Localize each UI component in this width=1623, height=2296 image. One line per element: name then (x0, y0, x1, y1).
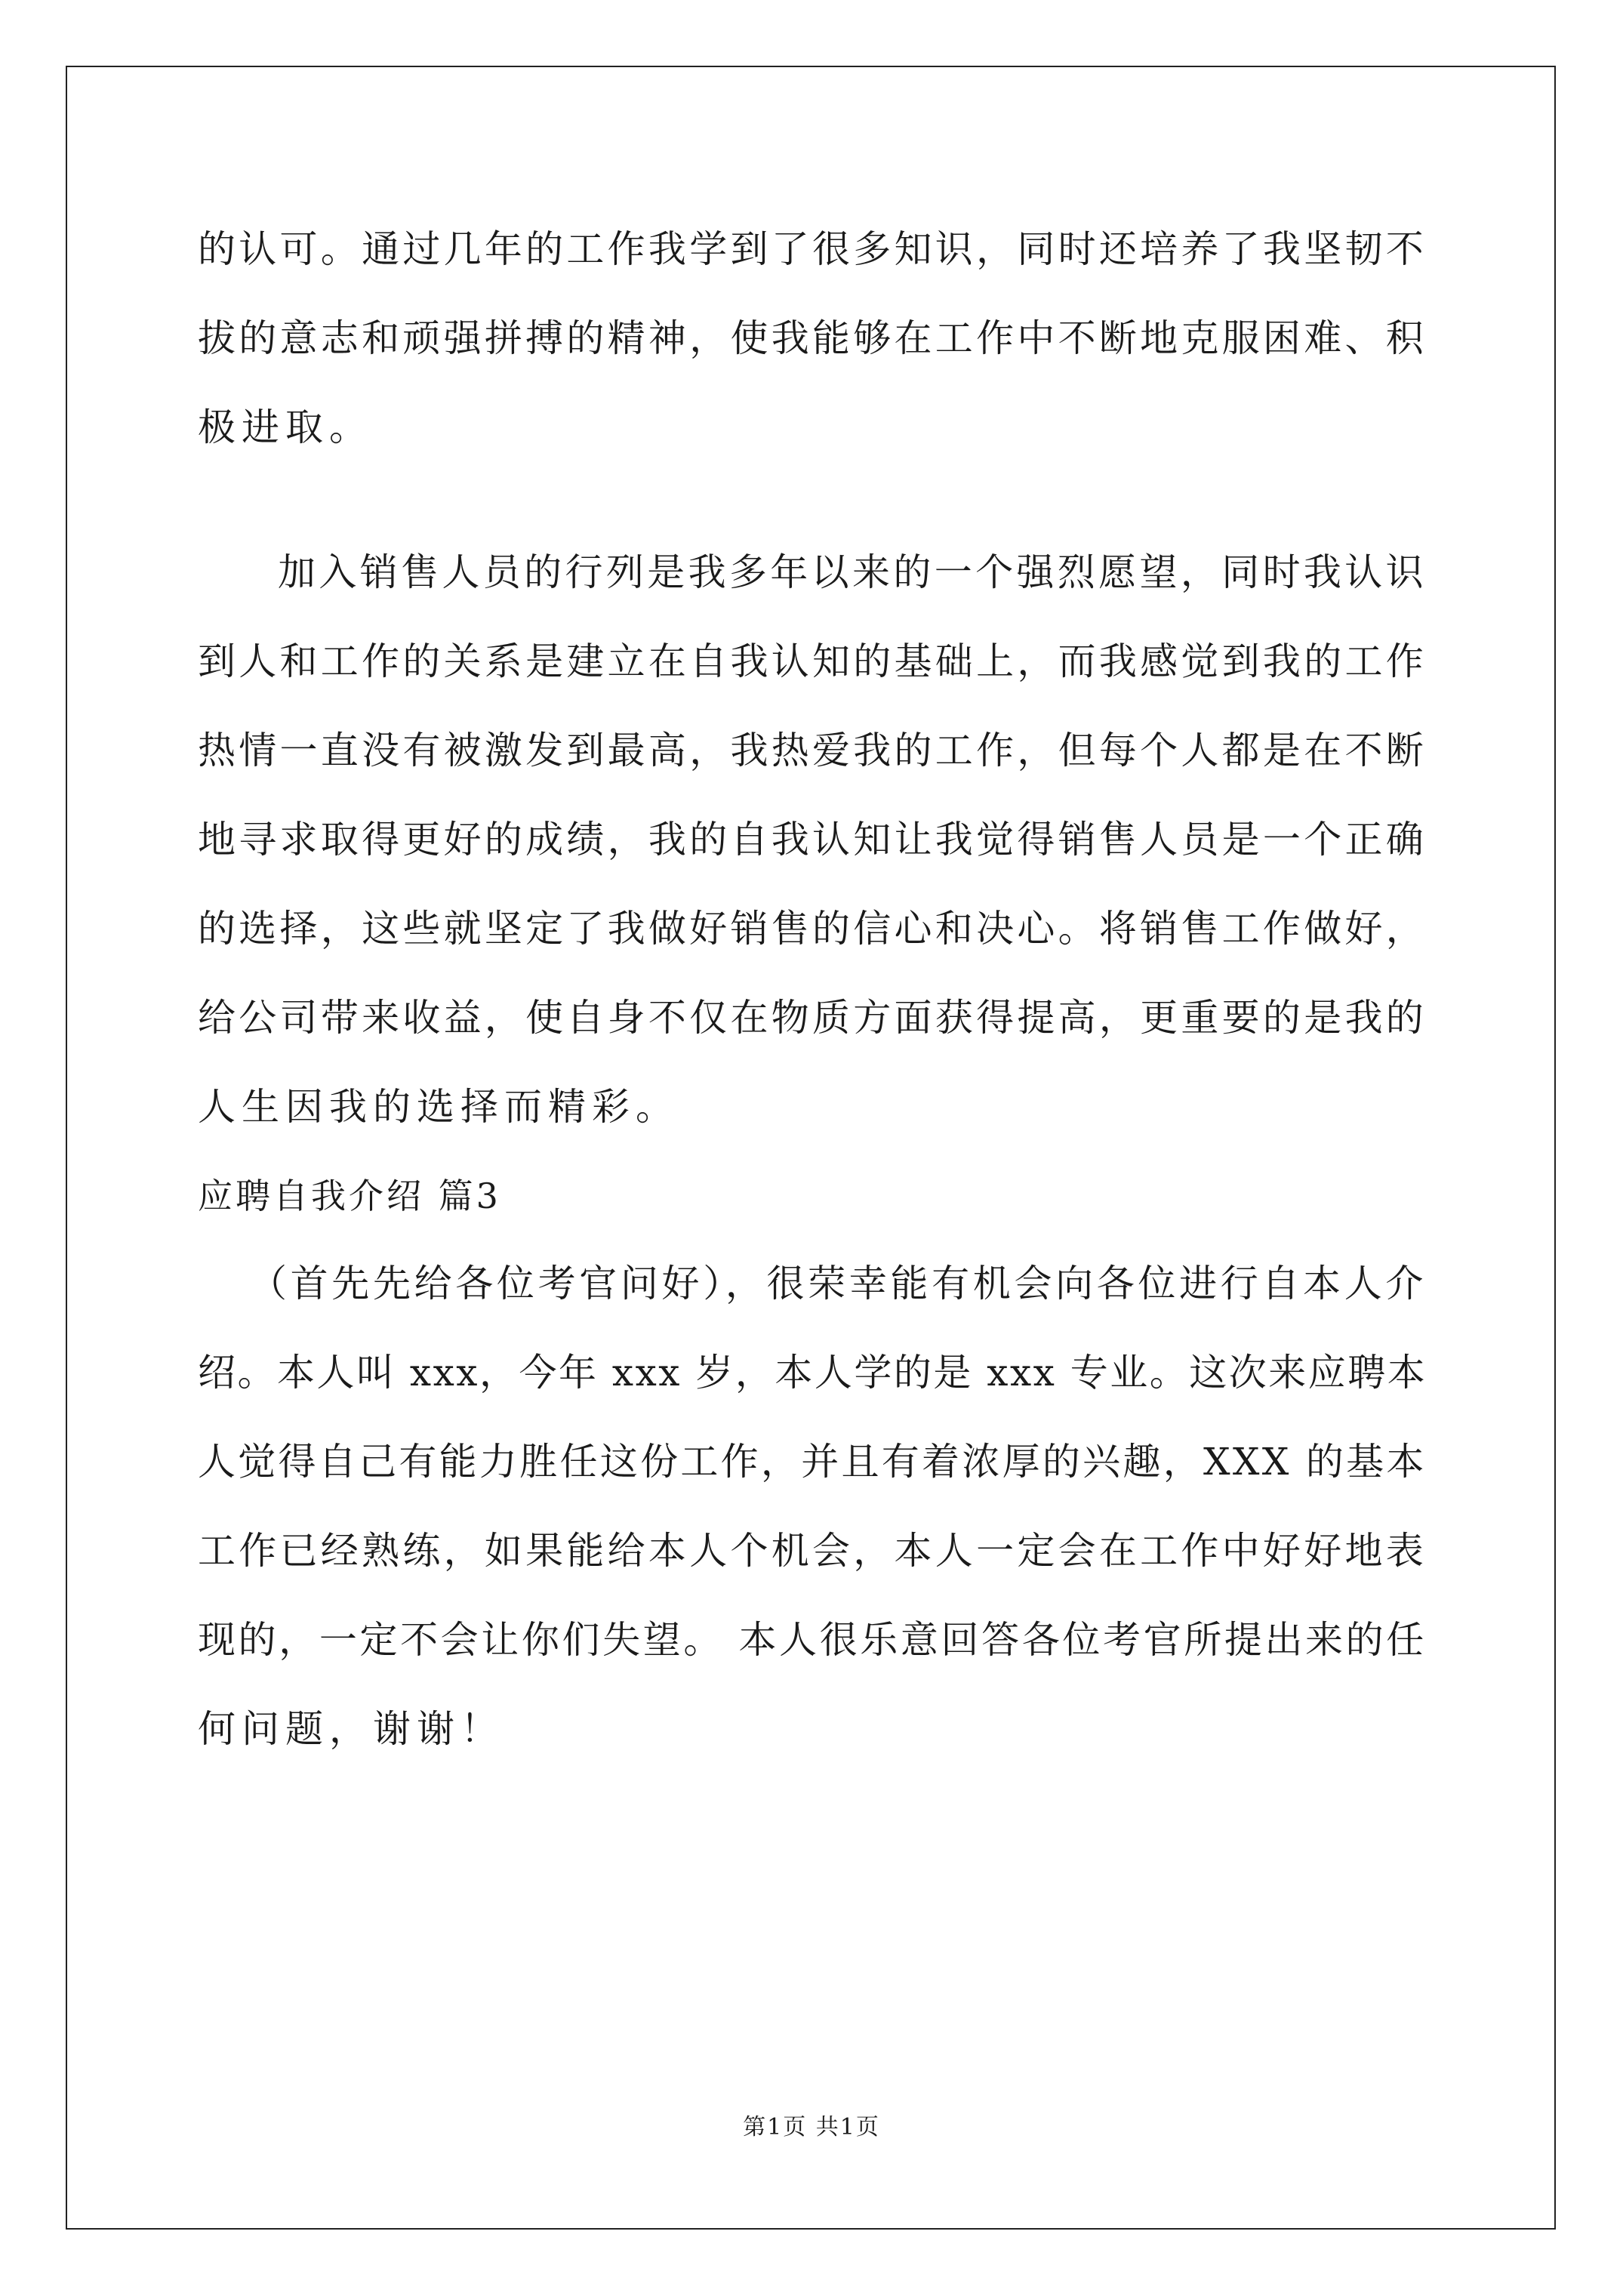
section-heading: 应聘自我介绍 篇3 (198, 1176, 501, 1216)
paragraph-2-line-2: 到人和工作的关系是建立在自我认知的基础上，而我感觉到我的工作 (198, 639, 1427, 683)
paragraph-2-line-1: 加入销售人员的行列是我多年以来的一个强烈愿望，同时我认识 (278, 550, 1427, 594)
paragraph-2-line-5: 的选择，这些就坚定了我做好销售的信心和决心。将销售工作做好， (198, 907, 1427, 951)
paragraph-3-line-6: 何问题，谢谢！ (198, 1707, 504, 1751)
paragraph-2-line-4: 地寻求取得更好的成绩，我的自我认知让我觉得销售人员是一个正确 (198, 818, 1427, 861)
paragraph-1-line-1: 的认可。通过几年的工作我学到了很多知识，同时还培养了我坚韧不 (198, 227, 1427, 271)
paragraph-1-line-2: 拔的意志和顽强拼搏的精神，使我能够在工作中不断地克服困难、积 (198, 316, 1427, 360)
paragraph-3-line-4: 工作已经熟练，如果能给本人个机会，本人一定会在工作中好好地表 (198, 1529, 1427, 1573)
page-border (66, 66, 1556, 2230)
paragraph-3-line-2: 绍。本人叫 xxx，今年 xxx 岁，本人学的是 xxx 专业。这次来应聘本 (198, 1351, 1427, 1395)
paragraph-2-line-6: 给公司带来收益，使自身不仅在物质方面获得提高，更重要的是我的 (198, 996, 1427, 1040)
paragraph-2-line-7: 人生因我的选择而精彩。 (198, 1085, 679, 1129)
paragraph-2-line-3: 热情一直没有被激发到最高，我热爱我的工作，但每个人都是在不断 (198, 729, 1427, 772)
paragraph-1-line-3: 极进取。 (198, 405, 373, 449)
paragraph-3-line-3: 人觉得自己有能力胜任这份工作，并且有着浓厚的兴趣，XXX 的基本 (198, 1440, 1427, 1484)
page-number-footer: 第1页 共1页 (743, 2114, 880, 2140)
paragraph-3-line-5: 现的，一定不会让你们失望。 本人很乐意回答各位考官所提出来的任 (198, 1618, 1427, 1662)
paragraph-3-line-1: （首先先给各位考官问好），很荣幸能有机会向各位进行自本人介 (249, 1262, 1427, 1305)
